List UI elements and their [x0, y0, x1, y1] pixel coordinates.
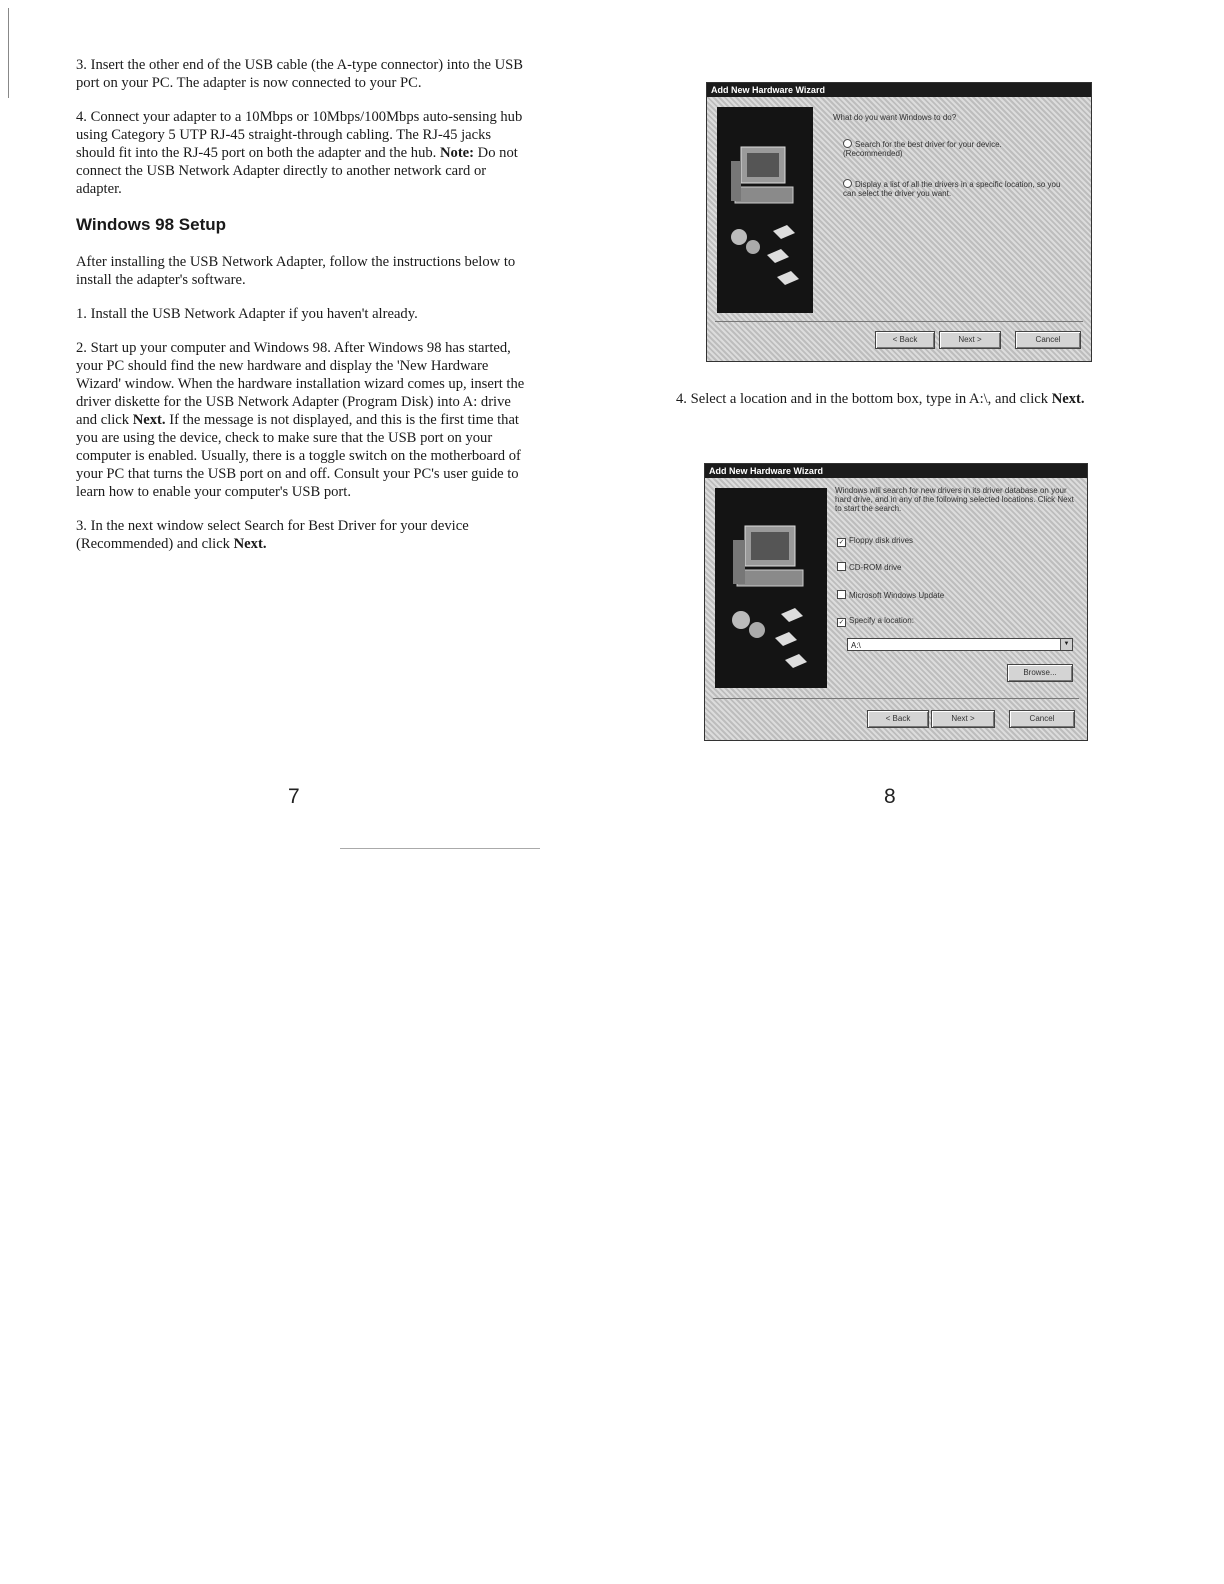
intro-paragraph: After installing the USB Network Adapter, follow the instructions below to install the adapter's software.	[76, 254, 516, 288]
wizard-screenshot-1	[706, 82, 1092, 362]
checkbox-unchecked-icon[interactable]	[837, 590, 846, 599]
wizard2-check3-label: Microsoft Windows Update	[849, 591, 945, 600]
wizard2-check-windows-update[interactable]	[837, 590, 1037, 600]
wizard2-check-cdrom[interactable]	[837, 562, 1037, 572]
wizard1-option-search[interactable]	[843, 139, 1043, 159]
page-number-left: 7	[288, 785, 300, 808]
setup-step2-paragraph	[76, 339, 526, 501]
wizard1-computer-illustration	[717, 107, 813, 313]
checkbox-checked-icon[interactable]: ✓	[838, 539, 845, 546]
section-heading: Windows 98 Setup	[76, 215, 227, 234]
wizard2-divider	[713, 698, 1079, 699]
wizard2-check4-label: Specify a location:	[849, 616, 914, 625]
checkbox-checked-icon[interactable]: ✓	[838, 619, 845, 626]
step3-paragraph: 3. Insert the other end of the USB cable (the A-type connector) into the USB port on your PC. The adapter is now connected to your PC.	[76, 57, 524, 91]
wizard1-question: What do you want Windows to do?	[833, 113, 957, 122]
wizard2-check1-label: Floppy disk drives	[849, 536, 914, 545]
setup-step1-paragraph: 1. Install the USB Network Adapter if you haven't already.	[76, 306, 418, 322]
radio-unselected-icon[interactable]	[843, 179, 852, 188]
wizard2-back-button[interactable]: < Back	[867, 710, 929, 728]
wizard2-browse-button[interactable]: Browse...	[1007, 664, 1073, 682]
wizard2-cancel-button[interactable]: Cancel	[1009, 710, 1075, 728]
wizard1-option2-label: Display a list of all the drivers in a specific location, so you can select the driver you want.	[843, 180, 1061, 198]
setup-step3-paragraph	[76, 517, 526, 553]
setup-step3-text: 3. In the next window select Search for Best Driver for your device (Recommended) and click	[76, 518, 469, 552]
left-page-column	[76, 56, 526, 553]
wizard1-titlebar: Add New Hardware Wizard	[707, 83, 1091, 97]
right-step4-next: Next.	[1051, 391, 1085, 407]
computer-icon	[717, 107, 813, 313]
wizard2-computer-illustration	[715, 488, 827, 688]
setup-step2-next: Next.	[132, 412, 166, 428]
wizard1-back-button[interactable]: < Back	[875, 331, 935, 349]
setup-step2-text-a: 2. Start up your computer and Windows 98. After Windows 98 has started, your PC should find the new hardware and display the 'New Hardware Wizard' window. When the hardware installation wizard comes up, insert the driver diskette for the USB Network Adapter (Program Disk) into A: drive and click	[76, 340, 525, 428]
right-step4-text: 4. Select a location and in the bottom box, type in A:\, and click	[676, 391, 1052, 407]
step4-text-a: 4. Connect your adapter to a 10Mbps or 10Mbps/100Mbps auto-sensing hub using Category 5 UTP RJ-45 straight-through cabling. The RJ-45 jacks should fit into the RJ-45 port on both the adapter and the hub.	[76, 109, 523, 161]
location-value: A:\	[851, 641, 861, 650]
wizard1-option1-label: Search for the best driver for your device. (Recommended)	[843, 140, 1002, 158]
wizard2-titlebar: Add New Hardware Wizard	[705, 464, 1087, 478]
chevron-down-icon[interactable]: ▼	[1060, 639, 1072, 650]
wizard2-next-button[interactable]: Next >	[931, 710, 995, 728]
scan-edge-mark	[8, 8, 9, 98]
wizard2-check-floppy[interactable]	[837, 536, 1037, 547]
setup-step2-text-b: If the message is not displayed, and this is the first time that you are using the device, check to make sure that the USB port on your computer is enabled. Usually, there is a toggle switch on the motherboard of your PC that turns the USB port on and off. Consult your PC's user guide to learn how to enable your computer's USB port.	[76, 412, 521, 500]
page-number-right: 8	[884, 785, 896, 808]
right-step4-paragraph	[676, 390, 1116, 408]
wizard2-location-input[interactable]	[847, 638, 1073, 651]
note-label: Note:	[439, 145, 475, 161]
wizard1-cancel-button[interactable]: Cancel	[1015, 331, 1081, 349]
wizard1-next-button[interactable]: Next >	[939, 331, 1001, 349]
wizard-screenshot-2	[704, 463, 1088, 741]
wizard2-check2-label: CD-ROM drive	[849, 563, 902, 572]
scan-dotted-mark	[340, 848, 540, 849]
setup-step3-next: Next.	[233, 536, 267, 552]
wizard2-description: Windows will search for new drivers in its driver database on your hard drive, and in any of the following selected locations. Click Next to start the search.	[835, 486, 1074, 513]
radio-selected-icon[interactable]	[843, 139, 852, 148]
wizard1-option-list[interactable]	[843, 179, 1063, 199]
wizard1-divider	[715, 321, 1083, 322]
step4-paragraph	[76, 108, 526, 198]
step4-text-b: Do not connect the USB Network Adapter directly to another network card or adapter.	[76, 145, 518, 197]
computer-icon	[715, 488, 827, 688]
wizard2-check-location[interactable]	[837, 616, 1037, 627]
checkbox-unchecked-icon[interactable]	[837, 562, 846, 571]
